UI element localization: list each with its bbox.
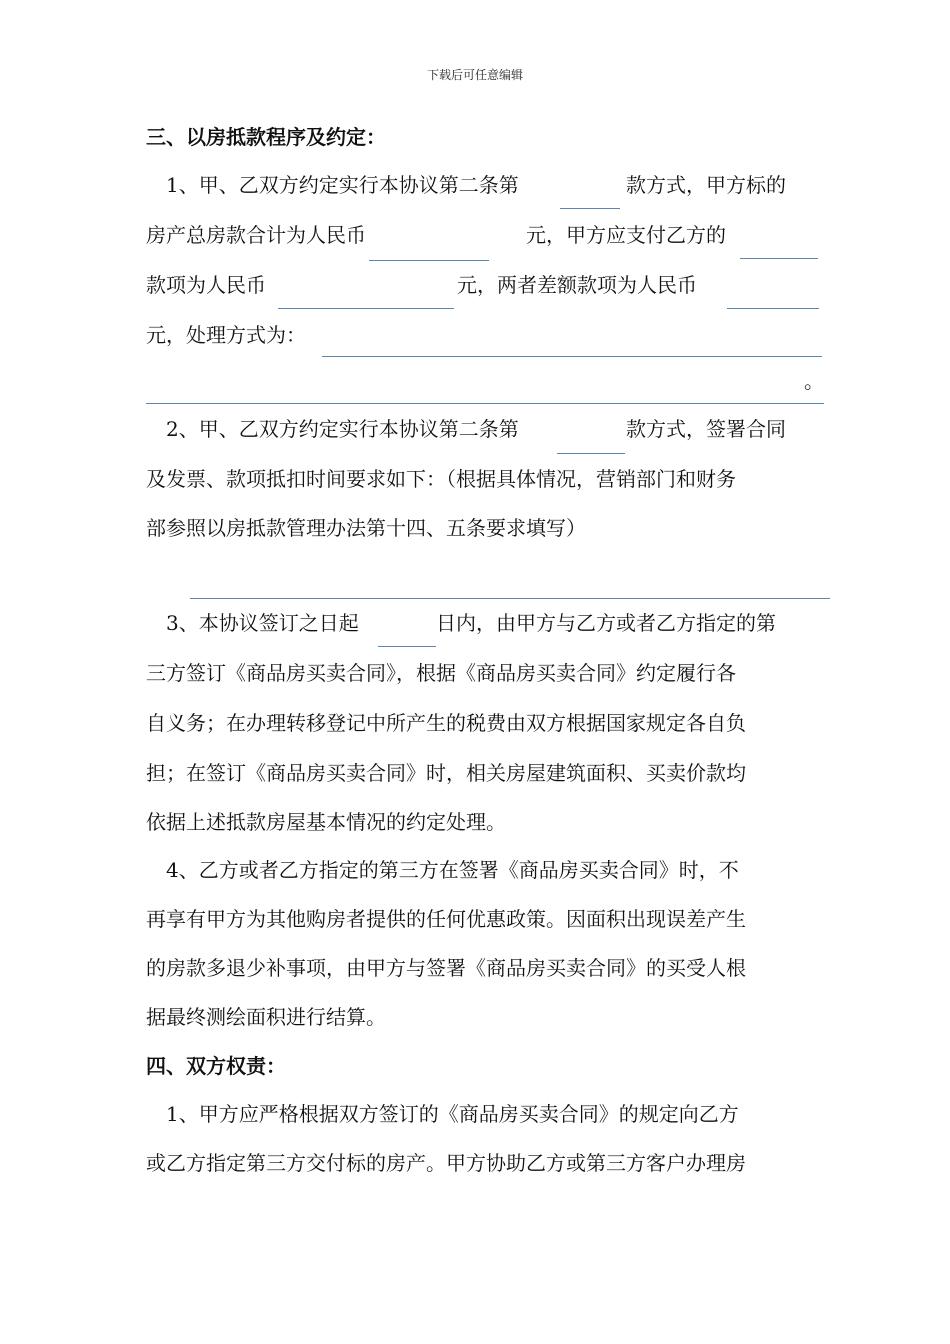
s3-p3-line1-a: 3、本协议签订之日起 <box>166 611 359 635</box>
s3-p2-line1-b: 款方式，签署合同 <box>626 417 786 441</box>
s3-p4-line2: 再享有甲方为其他购房者提供的任何优惠政策。因面积出现误差产生 <box>146 907 746 931</box>
s3-p3-line4: 担；在签订《商品房买卖合同》时，相关房屋建筑面积、买卖价款均 <box>146 761 746 785</box>
s3-p3-line3: 自义务；在办理转移登记中所产生的税费由双方根据国家规定各自负 <box>146 711 746 735</box>
s3-p1-line5-end: 。 <box>804 369 824 393</box>
blank-payable-amount-a <box>740 258 818 259</box>
blank-payable-amount-b <box>278 308 454 309</box>
s3-p1-line1-b: 款方式，甲方标的 <box>626 173 786 197</box>
section-3-heading: 三、以房抵款程序及约定： <box>146 125 386 149</box>
blank-handling-method-2 <box>146 403 824 404</box>
s3-p2-line2: 及发票、款项抵扣时间要求如下：（根据具体情况，营销部门和财务 <box>146 467 736 491</box>
page-header: 下载后可任意编辑 <box>426 68 523 82</box>
s3-p1-line3-a: 款项为人民币 <box>146 273 266 297</box>
s3-p3-line1-b: 日内，由甲方与乙方或者乙方指定的第 <box>436 611 776 635</box>
blank-invoice-requirements <box>190 598 830 599</box>
section-4-heading: 四、双方权责： <box>146 1054 286 1078</box>
s3-p4-line3: 的房款多退少补事项，由甲方与签署《商品房买卖合同》的买受人根 <box>146 956 746 980</box>
s4-p1-line2: 或乙方指定第三方交付标的房产。甲方协助乙方或第三方客户办理房 <box>146 1151 746 1175</box>
s4-p1-line1: 1、甲方应严格根据双方签订的《商品房买卖合同》的规定向乙方 <box>166 1102 739 1126</box>
s3-p2-line1-a: 2、甲、乙双方约定实行本协议第二条第 <box>166 417 519 441</box>
s3-p3-line5: 依据上述抵款房屋基本情况的约定处理。 <box>146 810 506 834</box>
s3-p4-line1: 4、乙方或者乙方指定的第三方在签署《商品房买卖合同》时，不 <box>166 858 739 882</box>
s3-p3-line2: 三方签订《商品房买卖合同》，根据《商品房买卖合同》约定履行各 <box>146 661 736 685</box>
blank-total-amount <box>369 260 489 261</box>
s3-p1-line2-a: 房产总房款合计为人民币 <box>146 223 366 247</box>
blank-days <box>378 646 436 647</box>
s3-p1-line1-a: 1、甲、乙双方约定实行本协议第二条第 <box>166 173 519 197</box>
s3-p2-line3: 部参照以房抵款管理办法第十四、五条要求填写） <box>146 516 586 540</box>
blank-difference-amount <box>727 308 819 309</box>
s3-p1-line4: 元，处理方式为： <box>146 323 306 347</box>
blank-clause-number-2 <box>557 453 625 454</box>
blank-clause-number <box>560 208 620 209</box>
blank-handling-method-1 <box>322 356 822 357</box>
s3-p1-line2-b: 元，甲方应支付乙方的 <box>526 223 726 247</box>
s3-p4-line4: 据最终测绘面积进行结算。 <box>146 1005 386 1029</box>
s3-p1-line3-b: 元，两者差额款项为人民币 <box>457 273 697 297</box>
